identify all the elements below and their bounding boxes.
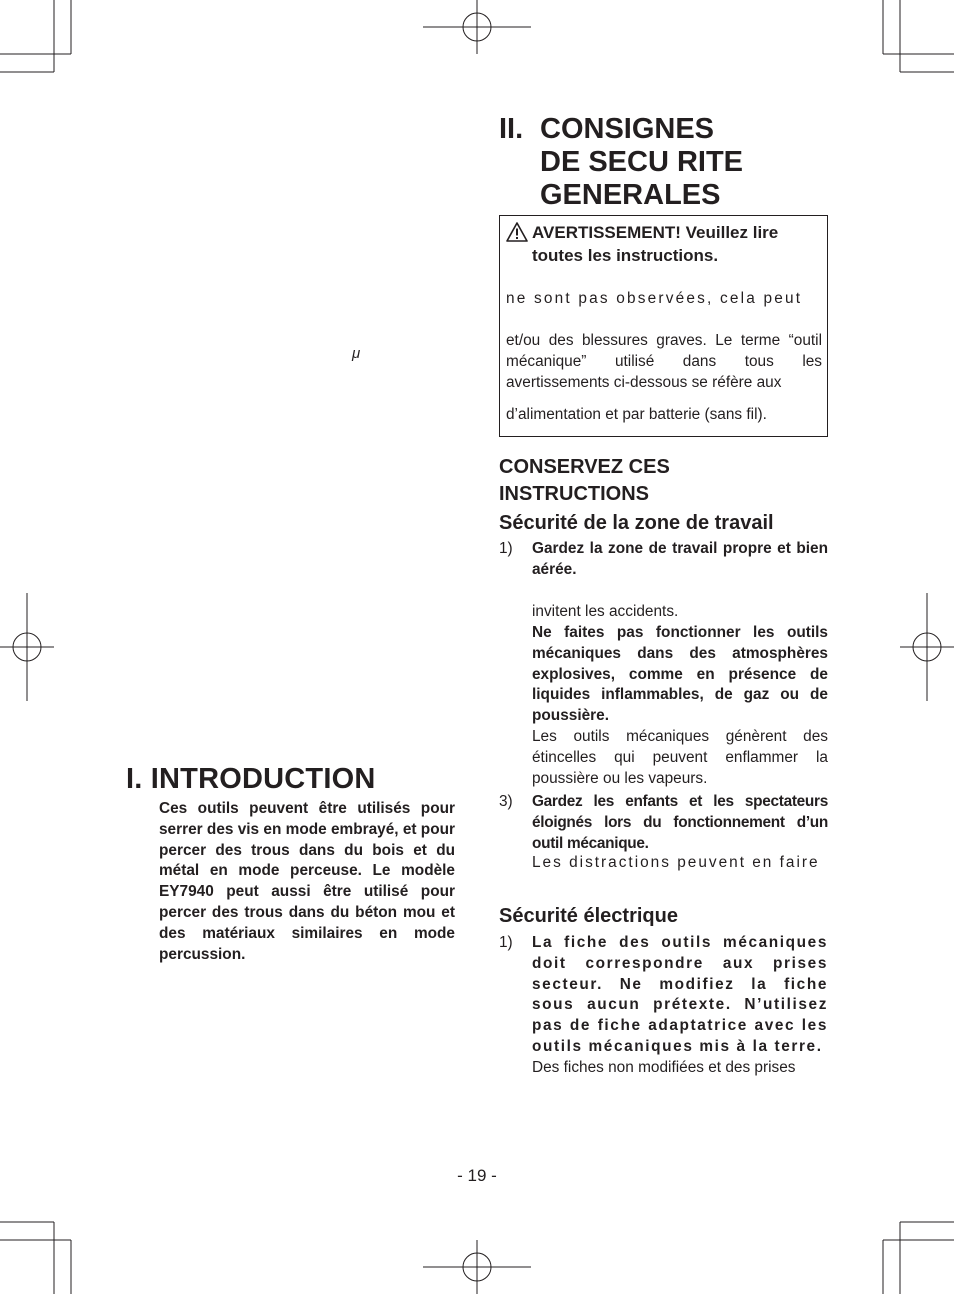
section-title — [540, 113, 743, 212]
list-item-bold: La fiche des outils mécaniques doit correspondre aux prises secteur. Ne modifiez la fiche sous aucun prétexte. N’utilisez pas de fiche adaptatrice avec les outils mécaniques mis à la terre. — [532, 934, 828, 1055]
mu-symbol: μ — [352, 345, 361, 362]
list-item-bold: Gardez la zone de travail propre et bien aérée. — [532, 540, 828, 578]
work-area-safety-heading: Sécurité de la zone de travail — [499, 512, 774, 534]
section-title-line: GENERALES — [540, 179, 721, 211]
page-number: - 19 - — [457, 1166, 497, 1185]
list-item-text: Les distractions peuvent en faire — [532, 854, 820, 871]
list-item-text: Des fiches non modifiées et des prises — [532, 1059, 796, 1076]
list-item-number: 1) — [499, 540, 513, 557]
section-title-line: DE SECU RITE — [540, 146, 744, 178]
warning-text-line: ne sont pas observées, cela peut — [506, 290, 803, 307]
list-item-bold: Ne faites pas fonctionner les outils mécaniques dans des atmosphères explosives, comme en présence de liquides inflammables, de gaz ou de poussière. — [532, 624, 828, 725]
section-title-line: CONSIGNES — [540, 113, 715, 145]
warning-box — [499, 215, 828, 437]
list-item-bold: Gardez les enfants et les spectateurs éloignés lors du fonctionnement d’un outil mécanique. — [532, 793, 828, 852]
section-number: II. — [499, 113, 524, 145]
introduction-body — [159, 799, 455, 965]
list-item-text: invitent les accidents. — [532, 603, 679, 620]
warning-heading: AVERTISSEMENT! Veuillez lire toutes les instructions. — [532, 223, 779, 265]
warning-text-line: d’alimentation et par batterie (sans fil). — [506, 406, 767, 423]
list-item-number: 3) — [499, 793, 513, 810]
introduction-heading: I. INTRODUCTION — [126, 763, 376, 795]
conserve-instructions-heading: CONSERVEZ CES INSTRUCTIONS — [499, 456, 670, 505]
introduction-paragraph: Ces outils peuvent être utilisés pour serrer des vis en mode embrayé, et pour percer des trous dans du bois et du métal en mode perceuse. Le modèle EY7940 peut aussi être utilisé pour percer des trous dans du béton mou et des matériaux similaires en mode percussion. — [159, 800, 455, 963]
list-item-number: 1) — [499, 934, 513, 951]
electrical-safety-heading: Sécurité électrique — [499, 905, 678, 927]
warning-text-paragraph: et/ou des blessures graves. Le terme “outil mécanique” utilisé dans tous les avertissements ci-dessous se réfère aux — [506, 332, 822, 391]
list-item-text: Les outils mécaniques génèrent des étincelles qui peuvent enflammer la poussière ou les vapeurs. — [532, 728, 828, 787]
warning-triangle-icon — [506, 222, 528, 242]
